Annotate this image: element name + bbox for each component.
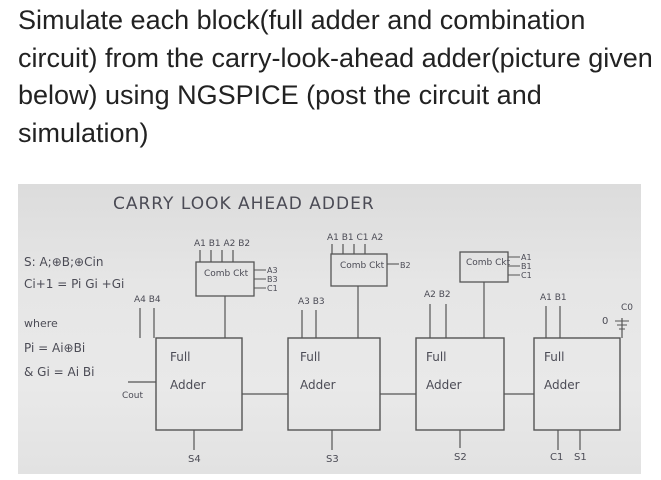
adder-2-line1: Full <box>426 350 447 364</box>
carry-equation: Ci+1 = Pi Gi +Gi <box>24 277 125 291</box>
question-text: Simulate each block(full adder and combination circuit) from the carry-look-ahead adder(picture given below) using NGSPICE (post the circuit and simulation) <box>18 5 653 148</box>
comb-2-in-b2: B2 <box>400 261 411 270</box>
cout-label: Cout <box>122 391 144 401</box>
comb-1-label: Comb Ckt <box>204 269 249 279</box>
adder-1-line1: Full <box>544 350 565 364</box>
adder-3-line2: Adder <box>300 378 336 392</box>
comb-3-label: Comb Ckt <box>466 258 511 268</box>
comb-block-3 <box>460 252 532 338</box>
full-adder-4 <box>134 295 242 465</box>
diagram-svg <box>18 184 641 474</box>
sum-equation: S: A;⊕B;⊕Cin <box>24 255 104 269</box>
c0-zero: 0 <box>602 316 609 327</box>
full-adder-2 <box>416 290 504 463</box>
comb-3-in-c1: C1 <box>521 271 532 280</box>
c0-label: C0 <box>621 303 634 313</box>
adder-4-line2: Adder <box>170 378 206 392</box>
adder-2-sum: S2 <box>454 452 467 463</box>
handwritten-diagram-photo <box>18 184 641 474</box>
comb-3-in-b1: B1 <box>521 262 532 271</box>
adder-2-inputs: A2 B2 <box>424 290 451 300</box>
comb-3-in-a1: A1 <box>521 253 532 262</box>
where-label: where <box>24 317 58 330</box>
comb-1-in-a3: A3 <box>267 266 278 275</box>
adder-4-inputs: A4 B4 <box>134 295 161 305</box>
adder-1-sum: S1 <box>574 452 587 463</box>
comb-block-1 <box>194 239 278 338</box>
full-adder-3 <box>288 297 380 465</box>
adder-3-inputs: A3 B3 <box>298 297 325 307</box>
adder-3-line1: Full <box>300 350 321 364</box>
adder-1-c1: C1 <box>550 452 564 463</box>
diagram-title: CARRY LOOK AHEAD ADDER <box>113 194 375 214</box>
adder-4-sum: S4 <box>188 454 201 465</box>
adder-2-line2: Adder <box>426 378 462 392</box>
adder-1-line2: Adder <box>544 378 580 392</box>
comb-1-in-b3: B3 <box>267 275 278 284</box>
comb-block-2 <box>327 233 411 338</box>
adder-4-line1: Full <box>170 350 191 364</box>
adder-3-sum: S3 <box>326 454 339 465</box>
adder-1-inputs: A1 B1 <box>540 293 567 303</box>
comb-1-top-inputs: A1 B1 A2 B2 <box>194 239 251 249</box>
generate-equation: & Gi = Ai Bi <box>24 365 95 379</box>
comb-2-label: Comb Ckt <box>340 261 385 271</box>
propagate-equation: Pi = Ai⊕Bi <box>24 341 86 355</box>
comb-2-top-inputs: A1 B1 C1 A2 <box>327 233 384 243</box>
comb-1-in-c1: C1 <box>267 284 278 293</box>
